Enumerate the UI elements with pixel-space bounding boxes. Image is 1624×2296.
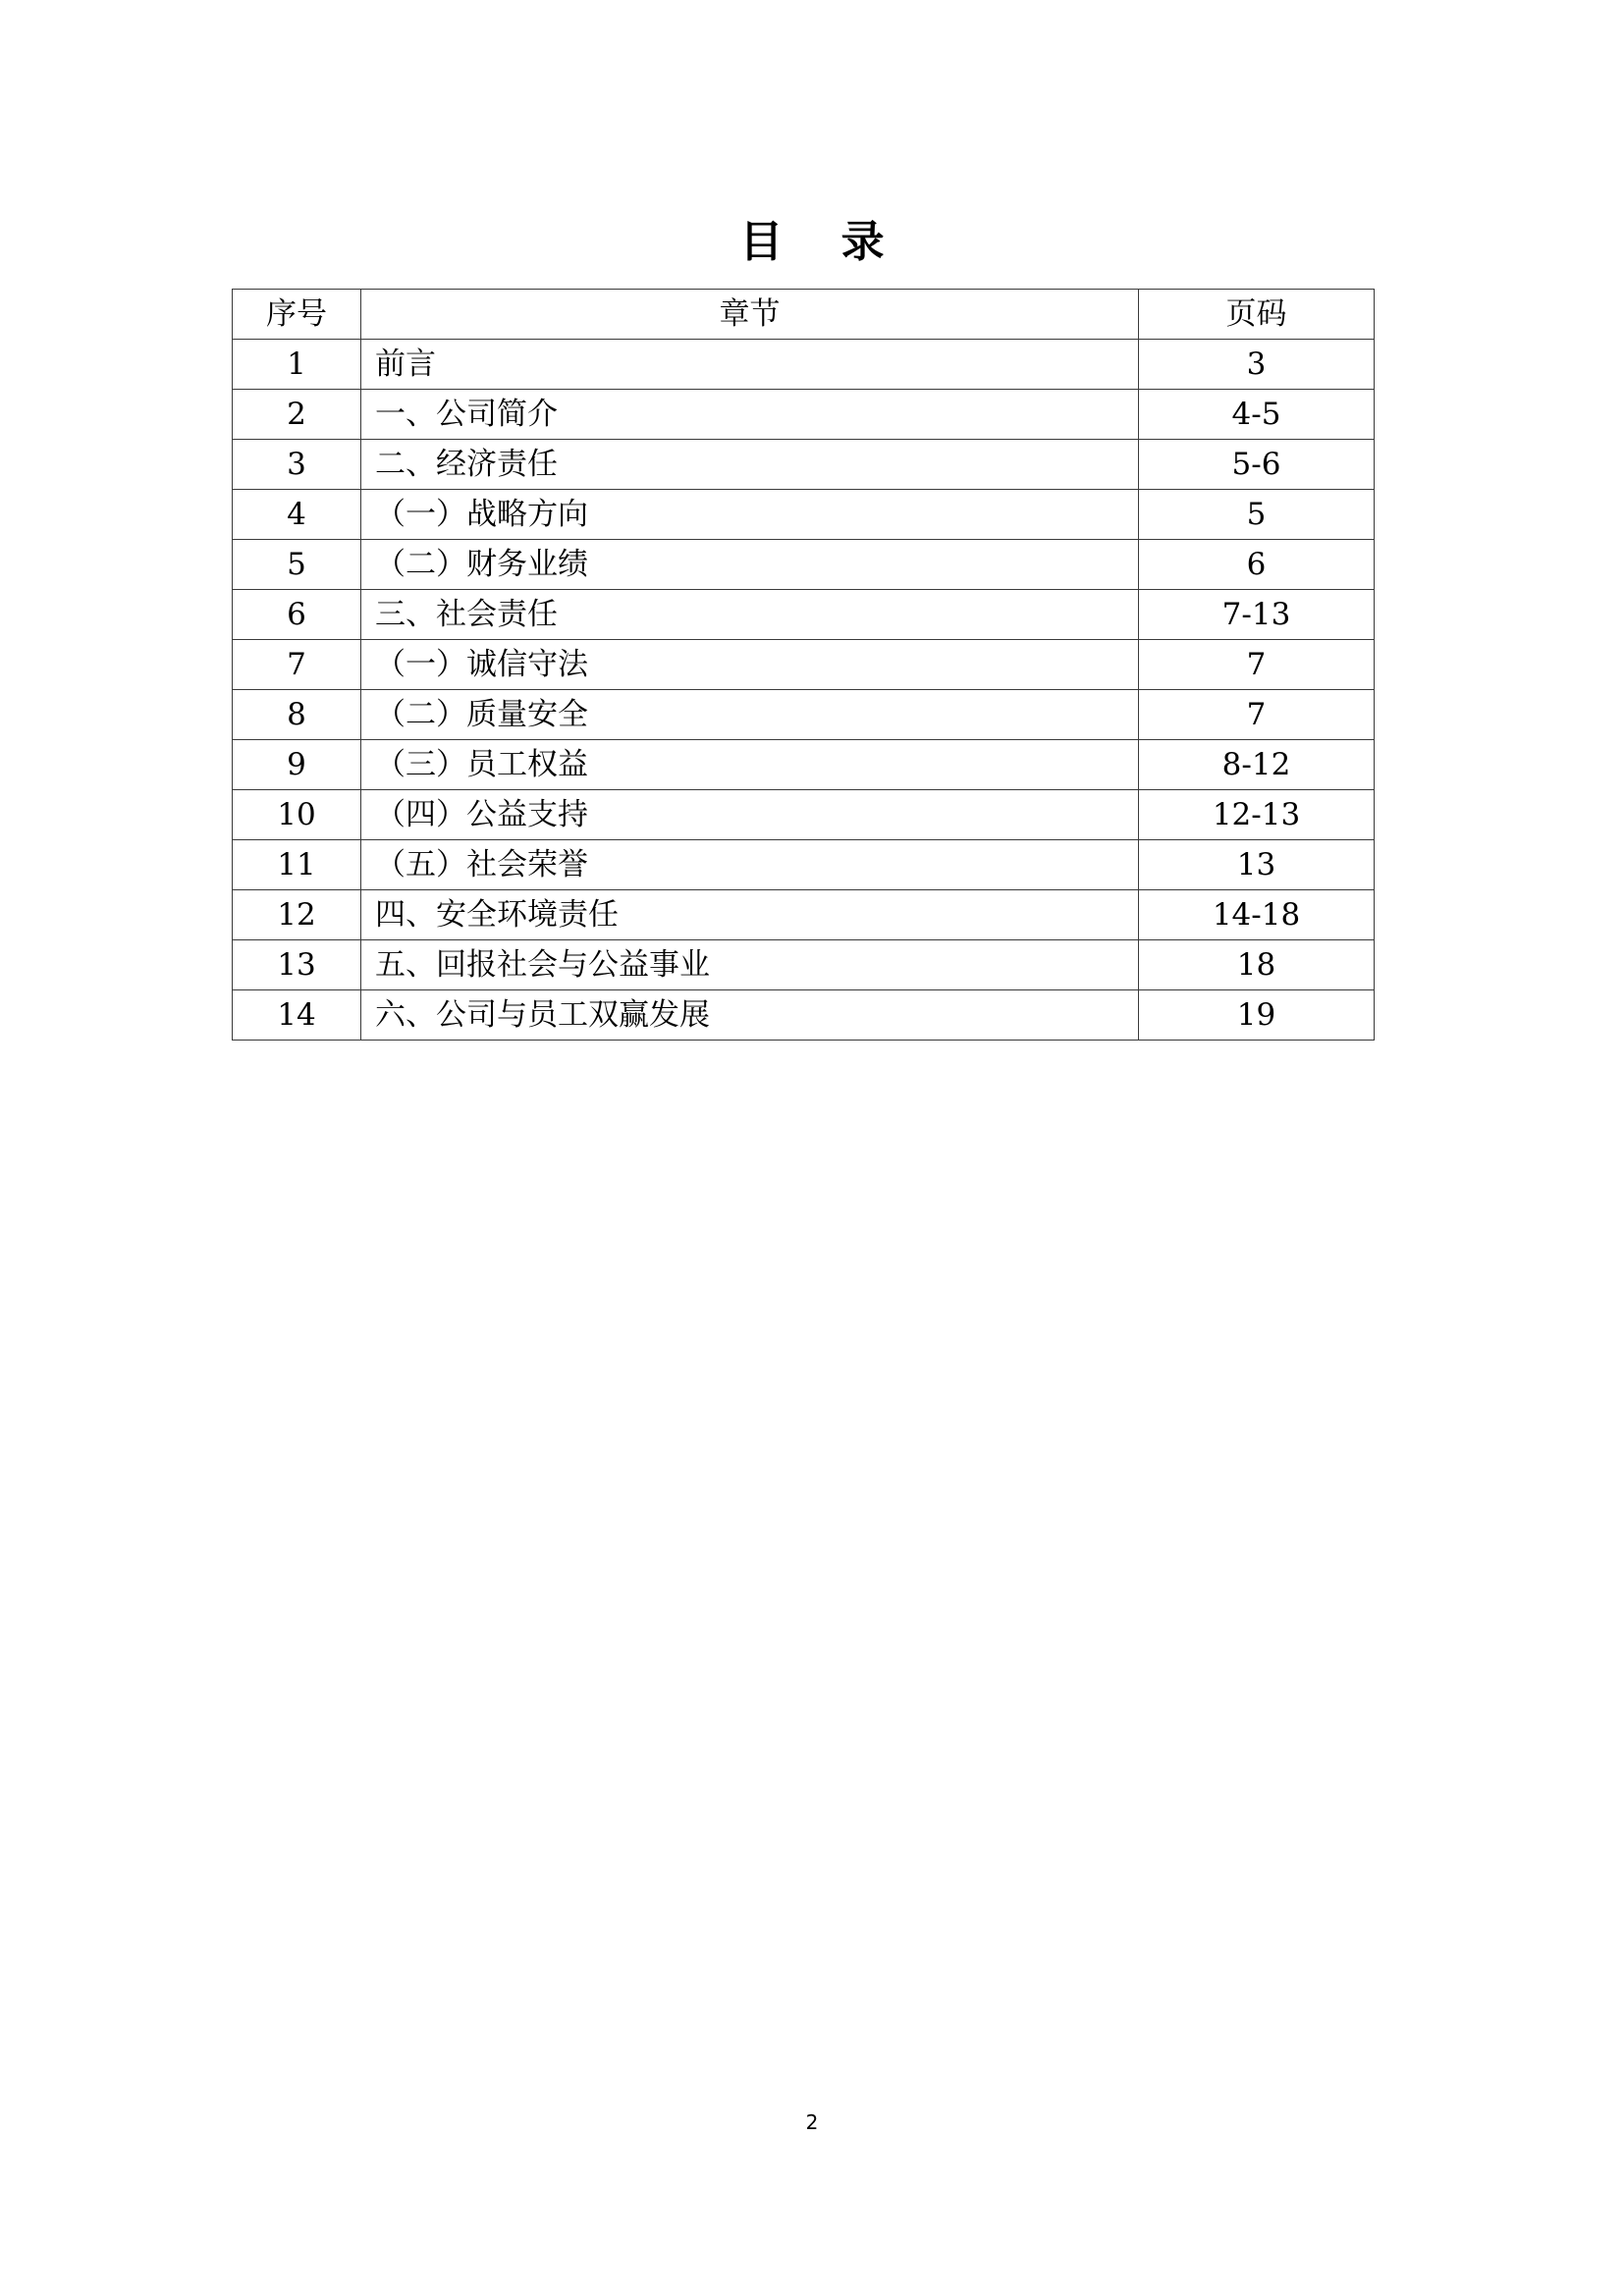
row-page: 5 [1139,490,1375,540]
table-row [233,790,1375,840]
row-num: 12 [233,890,361,940]
table-row [233,590,1375,640]
row-page: 6 [1139,540,1375,590]
row-chapter: 六、公司与员工双赢发展 [361,990,1139,1041]
row-num: 1 [233,340,361,390]
row-num: 2 [233,390,361,440]
row-num: 10 [233,790,361,840]
row-chapter: 四、安全环境责任 [361,890,1139,940]
header-chapter: 章节 [361,290,1139,340]
row-num: 7 [233,640,361,690]
row-page: 13 [1139,840,1375,890]
row-page: 3 [1139,340,1375,390]
row-chapter: （一）诚信守法 [361,640,1139,690]
row-chapter: （三）员工权益 [361,740,1139,790]
row-chapter: （一）战略方向 [361,490,1139,540]
row-page: 7 [1139,640,1375,690]
table-header-row [233,290,1375,340]
row-chapter: （五）社会荣誉 [361,840,1139,890]
header-page: 页码 [1139,290,1375,340]
row-num: 3 [233,440,361,490]
table-row [233,940,1375,990]
row-page: 8-12 [1139,740,1375,790]
table-body [233,340,1375,1041]
table-row [233,740,1375,790]
row-page: 5-6 [1139,440,1375,490]
row-chapter: （二）质量安全 [361,690,1139,740]
row-num: 8 [233,690,361,740]
row-num: 5 [233,540,361,590]
header-num: 序号 [233,290,361,340]
page-number: 2 [805,2110,819,2134]
table-row [233,540,1375,590]
row-page: 14-18 [1139,890,1375,940]
row-page: 18 [1139,940,1375,990]
row-chapter: 三、社会责任 [361,590,1139,640]
row-chapter: （二）财务业绩 [361,540,1139,590]
table-row [233,840,1375,890]
row-page: 7-13 [1139,590,1375,640]
table-row [233,690,1375,740]
row-page: 7 [1139,690,1375,740]
row-num: 4 [233,490,361,540]
row-chapter: 一、公司简介 [361,390,1139,440]
row-chapter: 二、经济责任 [361,440,1139,490]
table-row [233,490,1375,540]
row-chapter: （四）公益支持 [361,790,1139,840]
row-page: 19 [1139,990,1375,1041]
page-title: 目 录 [739,217,906,267]
table-row [233,890,1375,940]
row-num: 13 [233,940,361,990]
row-num: 14 [233,990,361,1041]
row-num: 6 [233,590,361,640]
row-chapter: 五、回报社会与公益事业 [361,940,1139,990]
table-row [233,640,1375,690]
row-page: 12-13 [1139,790,1375,840]
table-of-contents [232,289,1375,1041]
row-page: 4-5 [1139,390,1375,440]
table-row [233,340,1375,390]
table-row [233,440,1375,490]
row-chapter: 前言 [361,340,1139,390]
table-row [233,390,1375,440]
row-num: 9 [233,740,361,790]
table-row [233,990,1375,1041]
row-num: 11 [233,840,361,890]
